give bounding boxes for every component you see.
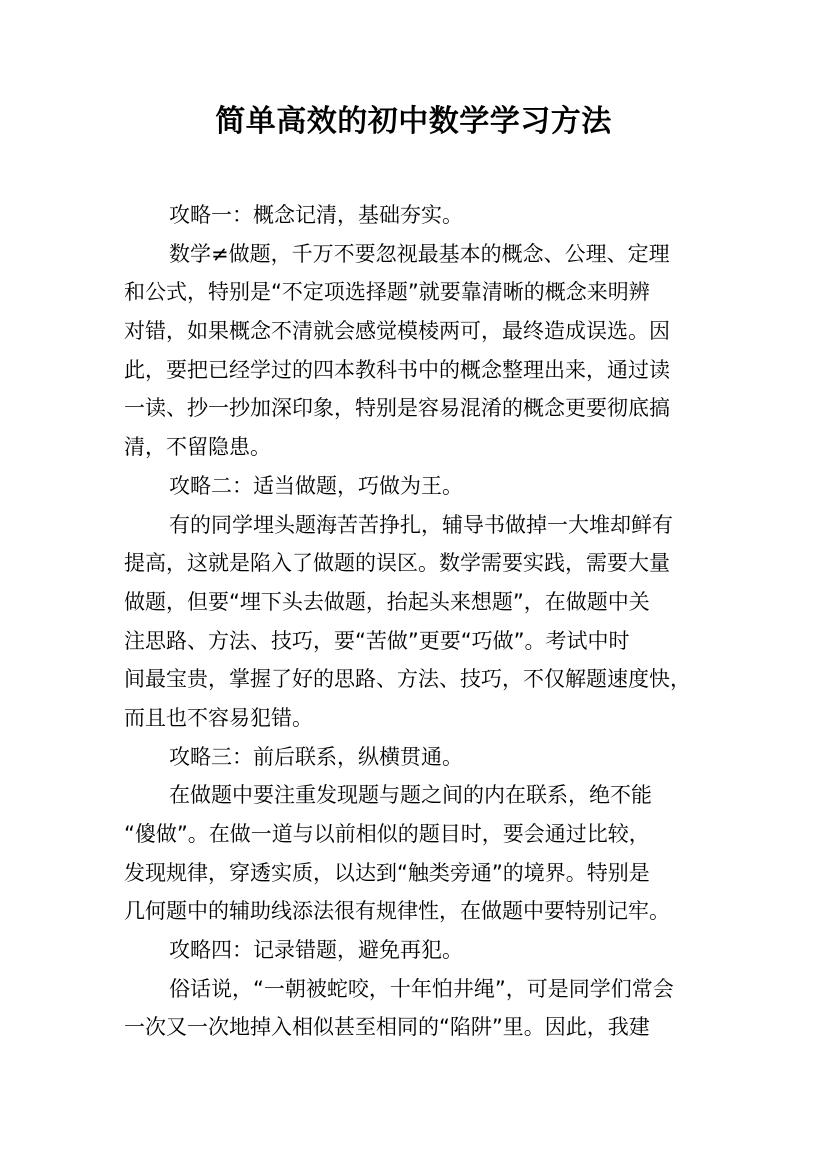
body-line: 注思路、方法、技巧，要“苦做”更要“巧做”。考试中时 bbox=[124, 628, 630, 653]
section-body-2 bbox=[124, 506, 704, 738]
body-line: 而且也不容易犯错。 bbox=[124, 705, 313, 730]
section-heading-text: 攻略一：概念记清，基础夯实。 bbox=[169, 203, 463, 227]
body-line: 俗话说，“一朝被蛇咬，十年怕井绳”，可是同学们常会 bbox=[169, 976, 674, 1001]
body-line: 一次又一次地掉入相似甚至相同的“陷阱”里。因此，我建 bbox=[124, 1015, 650, 1040]
body-line: 对错，如果概念不清就会感觉模棱两可，最终造成误选。因 bbox=[124, 319, 670, 344]
body-line: 数学≠做题，千万不要忽视最基本的概念、公理、定理 bbox=[169, 241, 670, 266]
section-heading-2 bbox=[124, 467, 704, 506]
section-heading-text: 攻略四：记录错题，避免再犯。 bbox=[169, 938, 463, 963]
document-body bbox=[124, 196, 704, 1047]
body-line: 和公式，特别是“不定项选择题”就要靠清晰的概念来明辨 bbox=[124, 280, 650, 305]
section-heading-1 bbox=[124, 196, 704, 235]
section-heading-4 bbox=[124, 931, 704, 970]
body-line: 在做题中要注重发现题与题之间的内在联系，绝不能 bbox=[169, 783, 652, 808]
body-line: 清，不留隐患。 bbox=[124, 435, 271, 460]
section-body-1 bbox=[124, 235, 704, 467]
body-line: 此，要把已经学过的四本教科书中的概念整理出来，通过读 bbox=[124, 357, 670, 382]
body-line: 发现规律，穿透实质，以达到“触类旁通”的境界。特别是 bbox=[124, 860, 650, 885]
body-line: 一读、抄一抄加深印象，特别是容易混淆的概念更要彻底搞 bbox=[124, 396, 670, 421]
document-title: 简单高效的初中数学学习方法 bbox=[215, 104, 612, 139]
body-line: 做题，但要“埋下头去做题，抬起头来想题”，在做题中关 bbox=[124, 589, 650, 614]
section-heading-3 bbox=[124, 738, 704, 777]
section-body-4 bbox=[124, 970, 704, 1047]
body-line: 提高，这就是陷入了做题的误区。数学需要实践，需要大量 bbox=[124, 551, 670, 576]
body-line: 有的同学埋头题海苦苦挣扎，辅导书做掉一大堆却鲜有 bbox=[169, 512, 673, 537]
section-heading-text: 攻略二：适当做题，巧做为王。 bbox=[169, 473, 463, 498]
body-line: “傻做”。在做一道与以前相似的题目时，要会通过比较， bbox=[124, 822, 650, 846]
section-heading-text: 攻略三：前后联系，纵横贯通。 bbox=[169, 744, 463, 769]
body-line: 间最宝贵，掌握了好的思路、方法、技巧，不仅解题速度快， bbox=[124, 667, 691, 692]
section-body-3 bbox=[124, 776, 704, 931]
body-line: 几何题中的辅助线添法很有规律性，在做题中要特别记牢。 bbox=[124, 899, 670, 924]
